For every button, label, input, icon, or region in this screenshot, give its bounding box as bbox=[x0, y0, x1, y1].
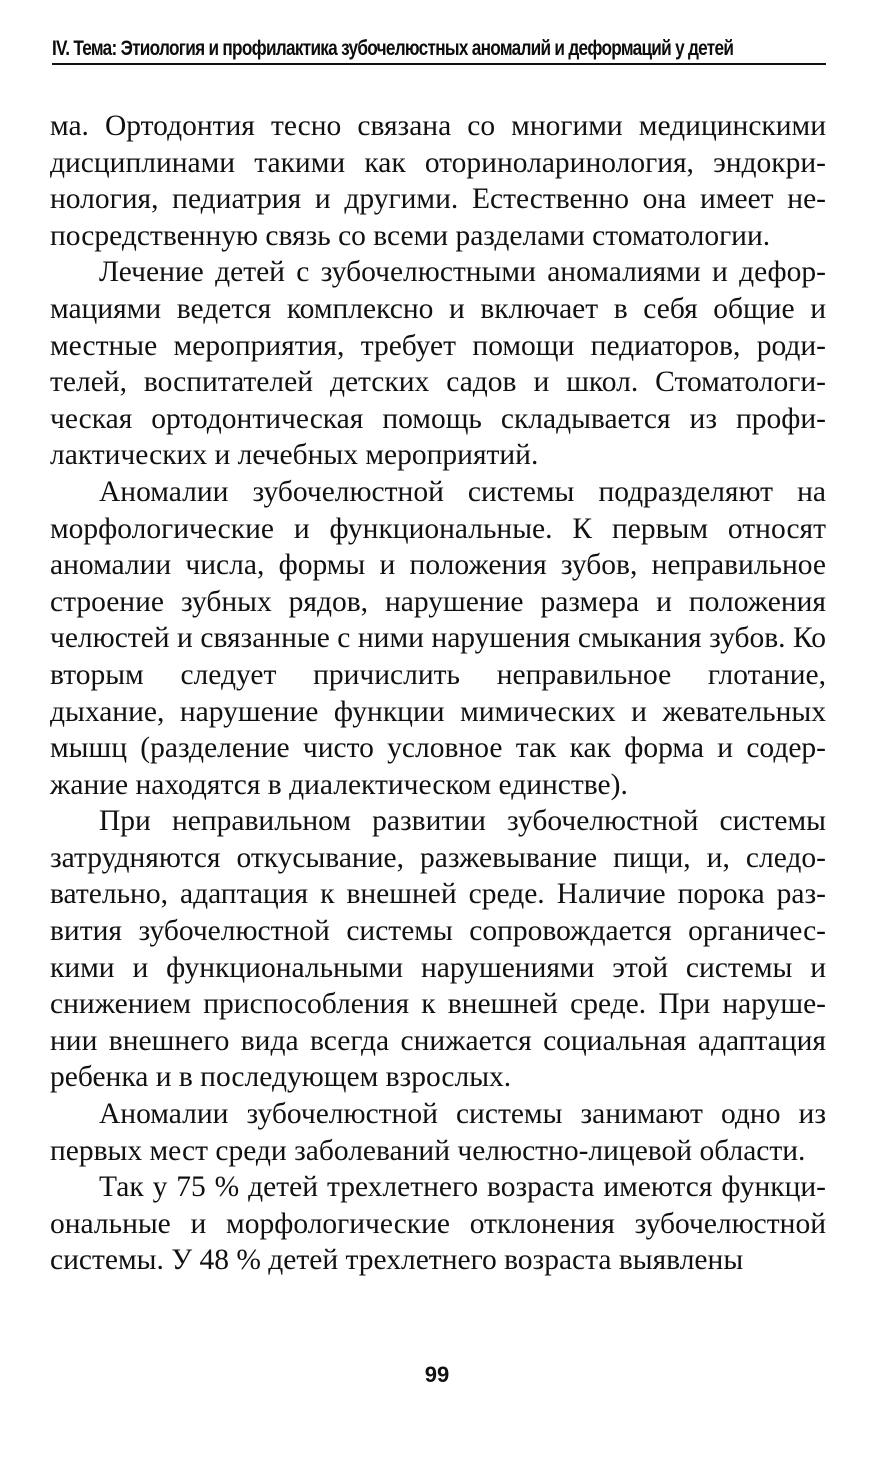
header-divider bbox=[52, 63, 826, 65]
paragraph-continuation: ма. Ортодонтия тесно связана со многими медицинскими дисциплинами такими как оториноларинология, эндокринология, педиатрия и другими. Естественно она имеет непосредственную связь со всеми разделами стоматологии. bbox=[50, 110, 826, 252]
paragraph: Так у 75 % детей трехлетнего возраста имеются функциональные и морфологические отклонения зубочелюстной системы. У 48 % детей трехлетнего возраста выявлены bbox=[50, 1171, 826, 1277]
running-header bbox=[50, 30, 826, 70]
paragraph: Лечение детей с зубочелюстными аномалиями и деформациями ведется комплексно и включает в себя общие и местные мероприятия, требует помощи педиаторов, родителей, воспитателей детских садов и школ. Стоматологическая ортодонтическая помощь складывается из профилактических и лечебных мероприятий. bbox=[50, 256, 826, 472]
page-body bbox=[50, 108, 826, 1279]
paragraph: Аномалии зубочелюстной системы подразделяют на морфологические и функциональные. К первым относят аномалии числа, формы и положения зубов, неправильное строение зубных рядов, нарушение размера и положения челюстей и связанные с ними нарушения смыкания зубов. Ко вторым следует причислить неправильное глотание, дыхание, нарушение функции мимических и жевательных мышц (разделение чисто условное так как форма и содержание находятся в диалектическом единстве). bbox=[50, 475, 826, 801]
page-number: 99 bbox=[424, 1362, 450, 1387]
running-header-title: IV. Тема: Этиология и профилактика зубочелюстных аномалий и деформаций у детей bbox=[52, 36, 734, 60]
paragraph: Аномалии зубочелюстной системы занимают одно из первых мест среди заболеваний челюстно-лицевой области. bbox=[50, 1098, 826, 1167]
paragraph: При неправильном развитии зубочелюстной системы затрудняются откусывание, разжевывание пищи, и, следовательно, адаптация к внешней среде. Наличие порока развития зубочелюстной системы сопровождается органическими и функциональными нарушениями этой системы и снижением приспособления к внешней среде. При нарушении внешнего вида всегда снижается социальная адаптация ребенка и в последующем взрослых. bbox=[50, 805, 826, 1094]
